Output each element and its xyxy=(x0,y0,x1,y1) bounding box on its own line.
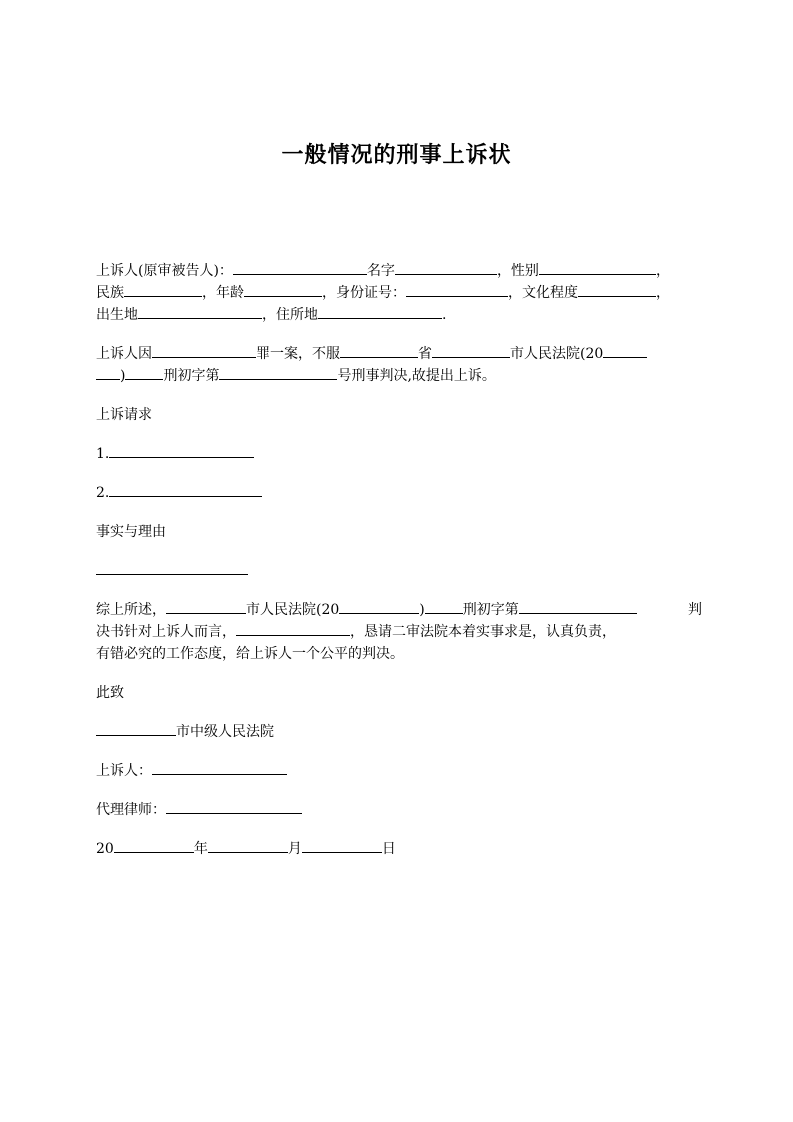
id-blank[interactable] xyxy=(406,282,508,297)
summary-text-4: 刑初字第 xyxy=(462,602,519,618)
education-label: ，文化程度 xyxy=(508,285,578,301)
comma: ， xyxy=(655,263,670,279)
summary-line-3: 有错必究的工作态度，给上诉人一个公平的判决。 xyxy=(96,646,404,662)
city-blank[interactable] xyxy=(432,343,510,358)
age-label: ，年龄 xyxy=(202,285,244,301)
summary-paragraph xyxy=(96,599,702,665)
lawyer-signature-blank[interactable] xyxy=(166,799,302,814)
cause-paragraph xyxy=(96,343,702,387)
salutation: 此致 xyxy=(96,685,124,701)
summary-year-blank[interactable] xyxy=(339,599,419,614)
facts-heading: 事实与理由 xyxy=(96,524,166,540)
party-info xyxy=(96,260,702,326)
gender-blank[interactable] xyxy=(539,260,656,275)
case-year-blank-b[interactable] xyxy=(96,365,120,380)
cause-text-6: 刑初字第 xyxy=(163,368,220,384)
crime-blank[interactable] xyxy=(152,343,256,358)
cause-text-3: 省 xyxy=(418,346,432,362)
request-item-2 xyxy=(96,482,702,504)
cause-text-4: 市人民法院(20 xyxy=(510,346,604,362)
facts-blank[interactable] xyxy=(96,560,248,575)
date-year-blank[interactable] xyxy=(114,838,194,853)
court-suffix: 市中级人民法院 xyxy=(176,724,274,740)
name-label: 名字 xyxy=(366,263,395,279)
lawyer-signature-label: 代理律师： xyxy=(96,802,166,818)
date-month-label: 月 xyxy=(287,841,302,857)
birthplace-blank[interactable] xyxy=(138,304,262,319)
court-code-blank[interactable] xyxy=(125,365,163,380)
court-row xyxy=(96,721,702,743)
date-day-blank[interactable] xyxy=(302,838,382,853)
case-number-blank[interactable] xyxy=(219,365,337,380)
appellant-label: 上诉人(原审被告人)： xyxy=(96,263,233,279)
cause-text-1: 上诉人因 xyxy=(96,346,152,362)
date-year-prefix: 20 xyxy=(96,841,114,857)
ethnicity-blank[interactable] xyxy=(124,282,202,297)
residence-blank[interactable] xyxy=(318,304,442,319)
request-heading: 上诉请求 xyxy=(96,407,152,423)
residence-label: ，住所地 xyxy=(262,307,318,323)
summary-line-1 xyxy=(96,599,702,621)
date-year-label: 年 xyxy=(193,841,208,857)
summary-number-blank[interactable] xyxy=(519,599,637,614)
summary-line-1-left xyxy=(96,599,637,621)
appellant-blank[interactable] xyxy=(233,260,367,275)
document-body xyxy=(96,260,702,877)
summary-reason-blank[interactable] xyxy=(236,621,350,636)
appellant-signature-row xyxy=(96,760,702,782)
birthplace-label: 出生地 xyxy=(96,307,138,323)
ethnicity-label: 民族 xyxy=(96,285,124,301)
cause-text-5: ) xyxy=(120,368,126,384)
request-item-1-blank[interactable] xyxy=(109,443,254,458)
education-blank[interactable] xyxy=(578,282,656,297)
facts-blank-row xyxy=(96,560,702,582)
date-day-label: 日 xyxy=(381,841,396,857)
summary-city-blank[interactable] xyxy=(166,599,246,614)
case-year-blank-a[interactable] xyxy=(603,343,647,358)
period: . xyxy=(442,307,447,323)
request-item-2-blank[interactable] xyxy=(109,482,262,497)
id-label: ，身份证号： xyxy=(322,285,406,301)
summary-text-2: 市人民法院(20 xyxy=(246,602,340,618)
party-line-2 xyxy=(96,282,702,304)
court-city-blank[interactable] xyxy=(96,721,176,736)
summary-code-blank[interactable] xyxy=(425,599,463,614)
summary-text-7: ，恳请二审法院本着实事求是，认真负责， xyxy=(350,624,616,640)
date-row xyxy=(96,838,702,860)
comma: ， xyxy=(656,285,670,301)
date-month-blank[interactable] xyxy=(208,838,288,853)
province-blank[interactable] xyxy=(340,343,418,358)
summary-line-2 xyxy=(96,621,702,643)
request-item-1-number: 1. xyxy=(96,446,110,462)
summary-text-1: 综上所述， xyxy=(96,602,166,618)
summary-text-3: ) xyxy=(419,602,425,618)
lawyer-signature-row xyxy=(96,799,702,821)
party-line-1 xyxy=(96,260,702,282)
request-item-2-number: 2. xyxy=(96,485,110,501)
appellant-signature-blank[interactable] xyxy=(152,760,287,775)
appellant-signature-label: 上诉人： xyxy=(96,763,152,779)
cause-line-1 xyxy=(96,343,702,365)
cause-text-7: 号刑事判决,故提出上诉。 xyxy=(337,368,496,384)
document-title: 一般情况的刑事上诉状 xyxy=(281,143,512,168)
summary-text-6: 决书针对上诉人而言， xyxy=(96,624,236,640)
cause-text-2: 罪一案，不服 xyxy=(256,346,340,362)
gender-label: ，性别 xyxy=(496,263,539,279)
name-blank[interactable] xyxy=(395,260,497,275)
request-item-1 xyxy=(96,443,702,465)
summary-text-5: 判 xyxy=(688,602,702,618)
party-line-3 xyxy=(96,304,702,326)
cause-line-2 xyxy=(96,365,702,387)
age-blank[interactable] xyxy=(244,282,322,297)
